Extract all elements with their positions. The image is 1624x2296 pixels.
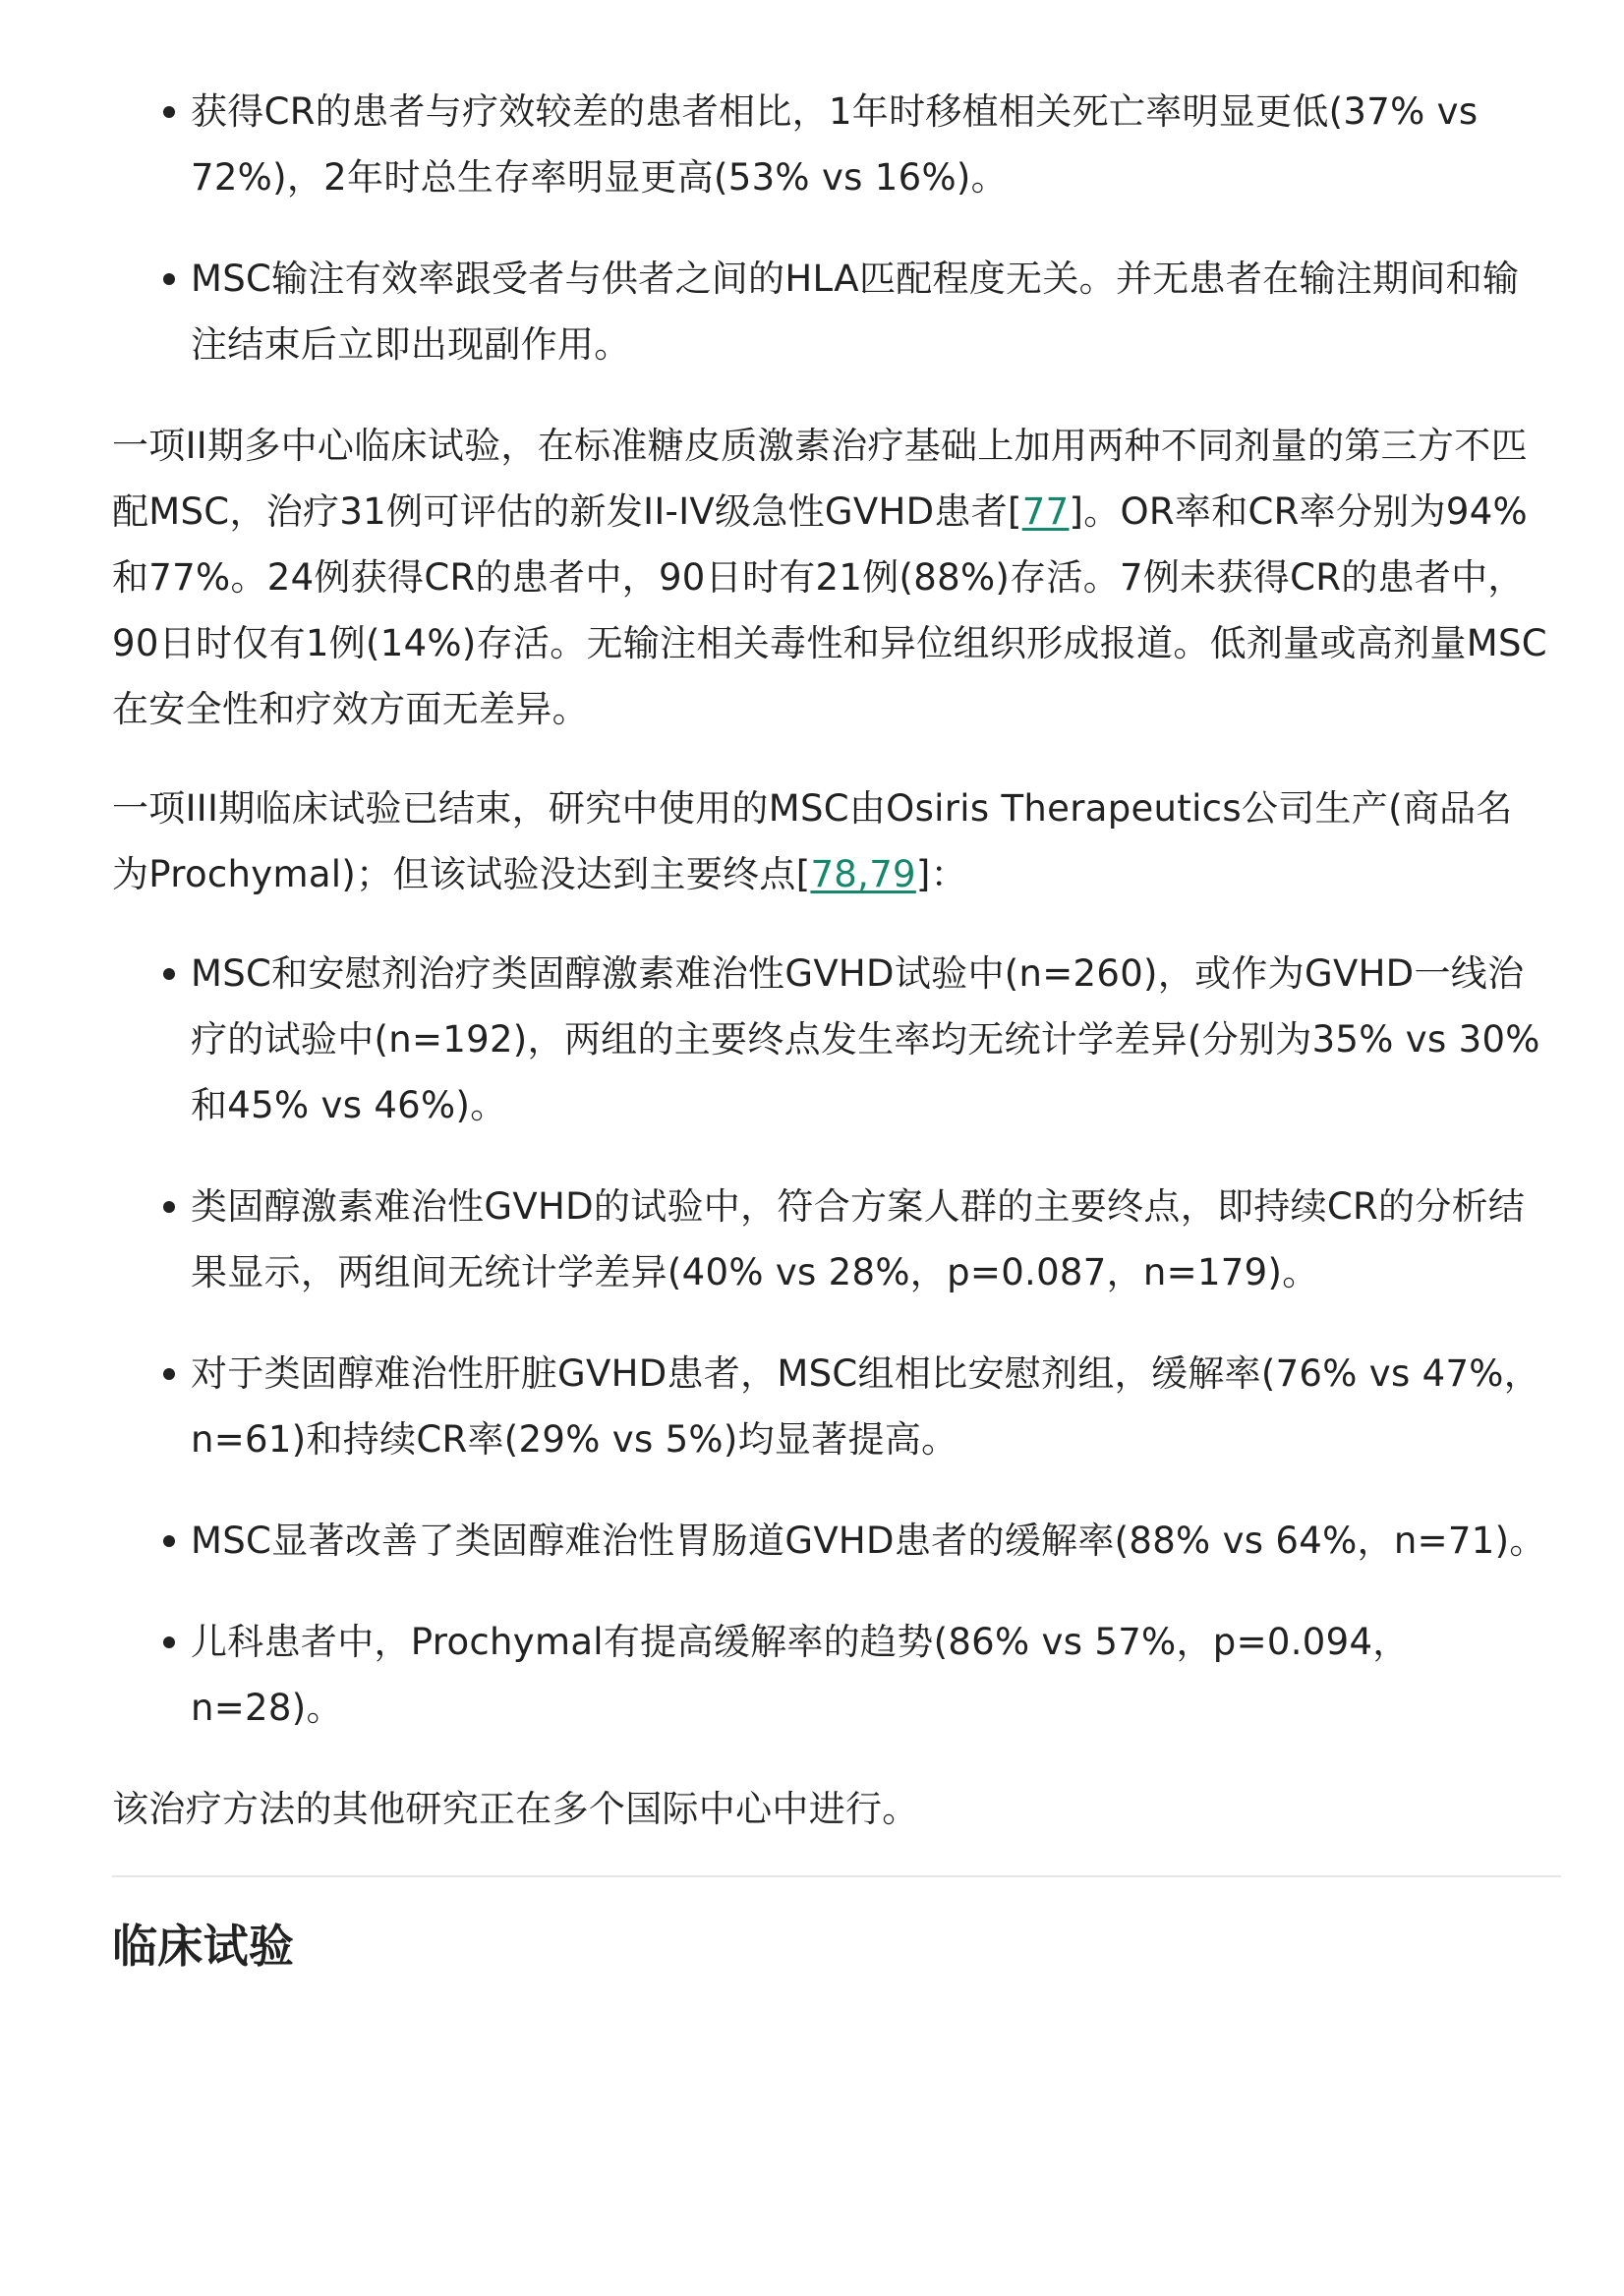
- bullet-item: MSC输注有效率跟受者与供者之间的HLA匹配程度无关。并无患者在输注期间和输注结束后立即出现副作用。: [191, 246, 1547, 377]
- bullet-item: 儿科患者中，Prochymal有提高缓解率的趋势(86% vs 57%，p=0.094，n=28)。: [191, 1609, 1547, 1741]
- paragraph-text: 一项III期临床试验已结束，研究中使用的MSC由Osiris Therapeutics公司生产(商品名为Prochymal)；但该试验没达到主要终点[: [112, 787, 1513, 895]
- bullet-list-phase3-results: [112, 941, 1547, 1741]
- bullet-list-outcomes: [112, 79, 1547, 377]
- paragraph-phase3-trial: [112, 775, 1547, 907]
- paragraph-text: ]。OR率和CR率分别为94%和77%。24例获得CR的患者中，90日时有21例(88%)存活。7例未获得CR的患者中，90日时仅有1例(14%)存活。无输注相关毒性和异位组织形成报道。低剂量或高剂量MSC在安全性和疗效方面无差异。: [112, 490, 1547, 730]
- bullet-item: 获得CR的患者与疗效较差的患者相比，1年时移植相关死亡率明显更低(37% vs 72%)，2年时总生存率明显更高(53% vs 16%)。: [191, 79, 1547, 210]
- bullet-item: 类固醇激素难治性GVHD的试验中，符合方案人群的主要终点，即持续CR的分析结果显示，两组间无统计学差异(40% vs 28%，p=0.087，n=179)。: [191, 1174, 1547, 1305]
- article-content: [112, 79, 1547, 1978]
- bullet-item: 对于类固醇难治性肝脏GVHD患者，MSC组相比安慰剂组，缓解率(76% vs 47%，n=61)和持续CR率(29% vs 5%)均显著提高。: [191, 1341, 1547, 1472]
- paragraph-phase2-trial: [112, 413, 1547, 742]
- paragraph-text: ]：: [915, 853, 967, 895]
- bullet-item: MSC显著改善了类固醇难治性胃肠道GVHD患者的缓解率(88% vs 64%，n=71)。: [191, 1508, 1547, 1574]
- paragraph-closing: 该治疗方法的其他研究正在多个国际中心中进行。: [112, 1788, 919, 1830]
- section-divider: [112, 1875, 1561, 1877]
- reference-link-77[interactable]: 77: [1021, 490, 1070, 533]
- section-heading-clinical-trials: 临床试验: [112, 1920, 295, 1973]
- reference-link-78-79[interactable]: 78,79: [810, 853, 916, 895]
- paragraph-text: 一项II期多中心临床试验，在标准糖皮质激素治疗基础上加用两种不同剂量的第三方不匹配MSC，治疗31例可评估的新发II-IV级急性GVHD患者[: [112, 425, 1528, 533]
- bullet-item: MSC和安慰剂治疗类固醇激素难治性GVHD试验中(n=260)，或作为GVHD一线治疗的试验中(n=192)，两组的主要终点发生率均无统计学差异(分别为35% vs 30%和45% vs 46%)。: [191, 941, 1547, 1138]
